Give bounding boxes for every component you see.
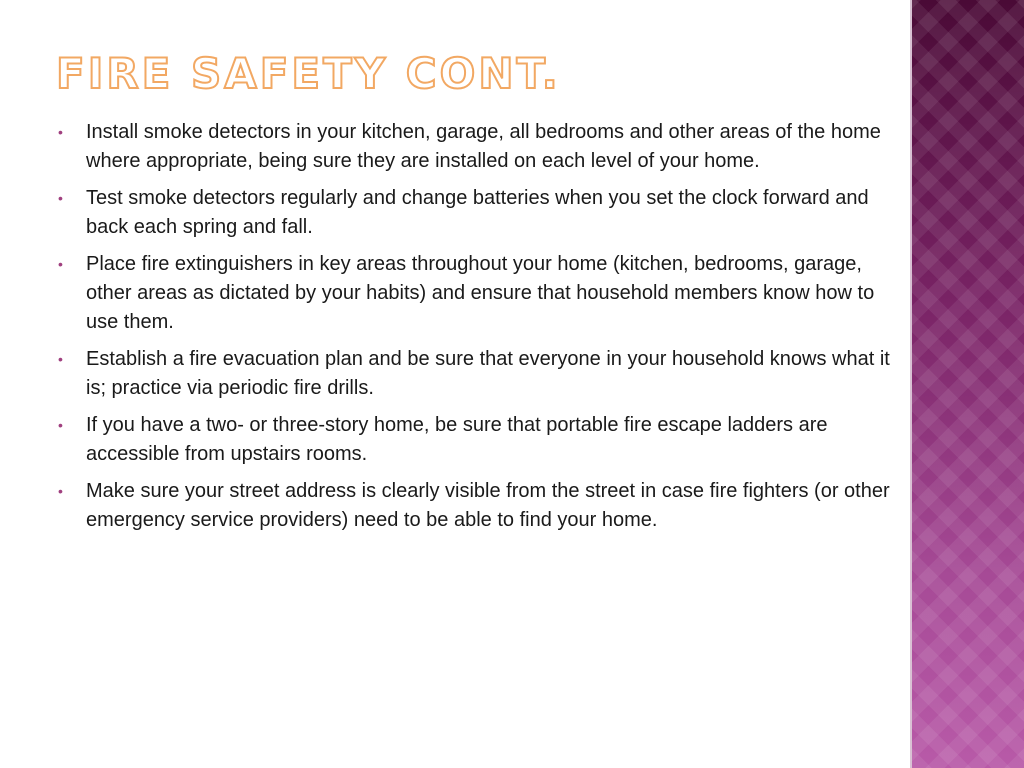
- bullet-dot-icon: •: [58, 190, 63, 206]
- bullet-dot-icon: •: [58, 256, 63, 272]
- bullet-text: Establish a fire evacuation plan and be sure that everyone in your household knows what it is; practice via periodic fire drills.: [86, 348, 890, 399]
- bullet-text: Test smoke detectors regularly and change batteries when you set the clock forward and back each spring and fall.: [86, 187, 869, 238]
- slide-title: FIRE SAFETY CONT.: [56, 49, 561, 98]
- bullet-text: Install smoke detectors in your kitchen, garage, all bedrooms and other areas of the home where appropriate, being sure they are installed on each level of your home.: [86, 121, 881, 172]
- bullet-text: Place fire extinguishers in key areas throughout your home (kitchen, bedrooms, garage, other areas as dictated by your habits) and ensure that household members know how to use them.: [86, 253, 875, 333]
- bullet-dot-icon: •: [58, 417, 63, 433]
- bullet-dot-icon: •: [58, 483, 63, 499]
- bullet-item: [58, 345, 900, 403]
- bullet-item: [58, 184, 900, 242]
- bullet-item: [58, 477, 900, 535]
- bullet-item: [58, 411, 900, 469]
- bullet-text: Make sure your street address is clearly visible from the street in case fire fighters (or other emergency service providers) need to be able to find your home.: [86, 480, 890, 531]
- decorative-side-band: [912, 0, 1024, 768]
- bullet-dot-icon: •: [58, 351, 63, 367]
- bullet-list: [58, 118, 900, 543]
- bullet-text: If you have a two- or three-story home, be sure that portable fire escape ladders are accessible from upstairs rooms.: [86, 414, 828, 465]
- bullet-item: [58, 250, 900, 337]
- bullet-dot-icon: •: [58, 124, 63, 140]
- bullet-item: [58, 118, 900, 176]
